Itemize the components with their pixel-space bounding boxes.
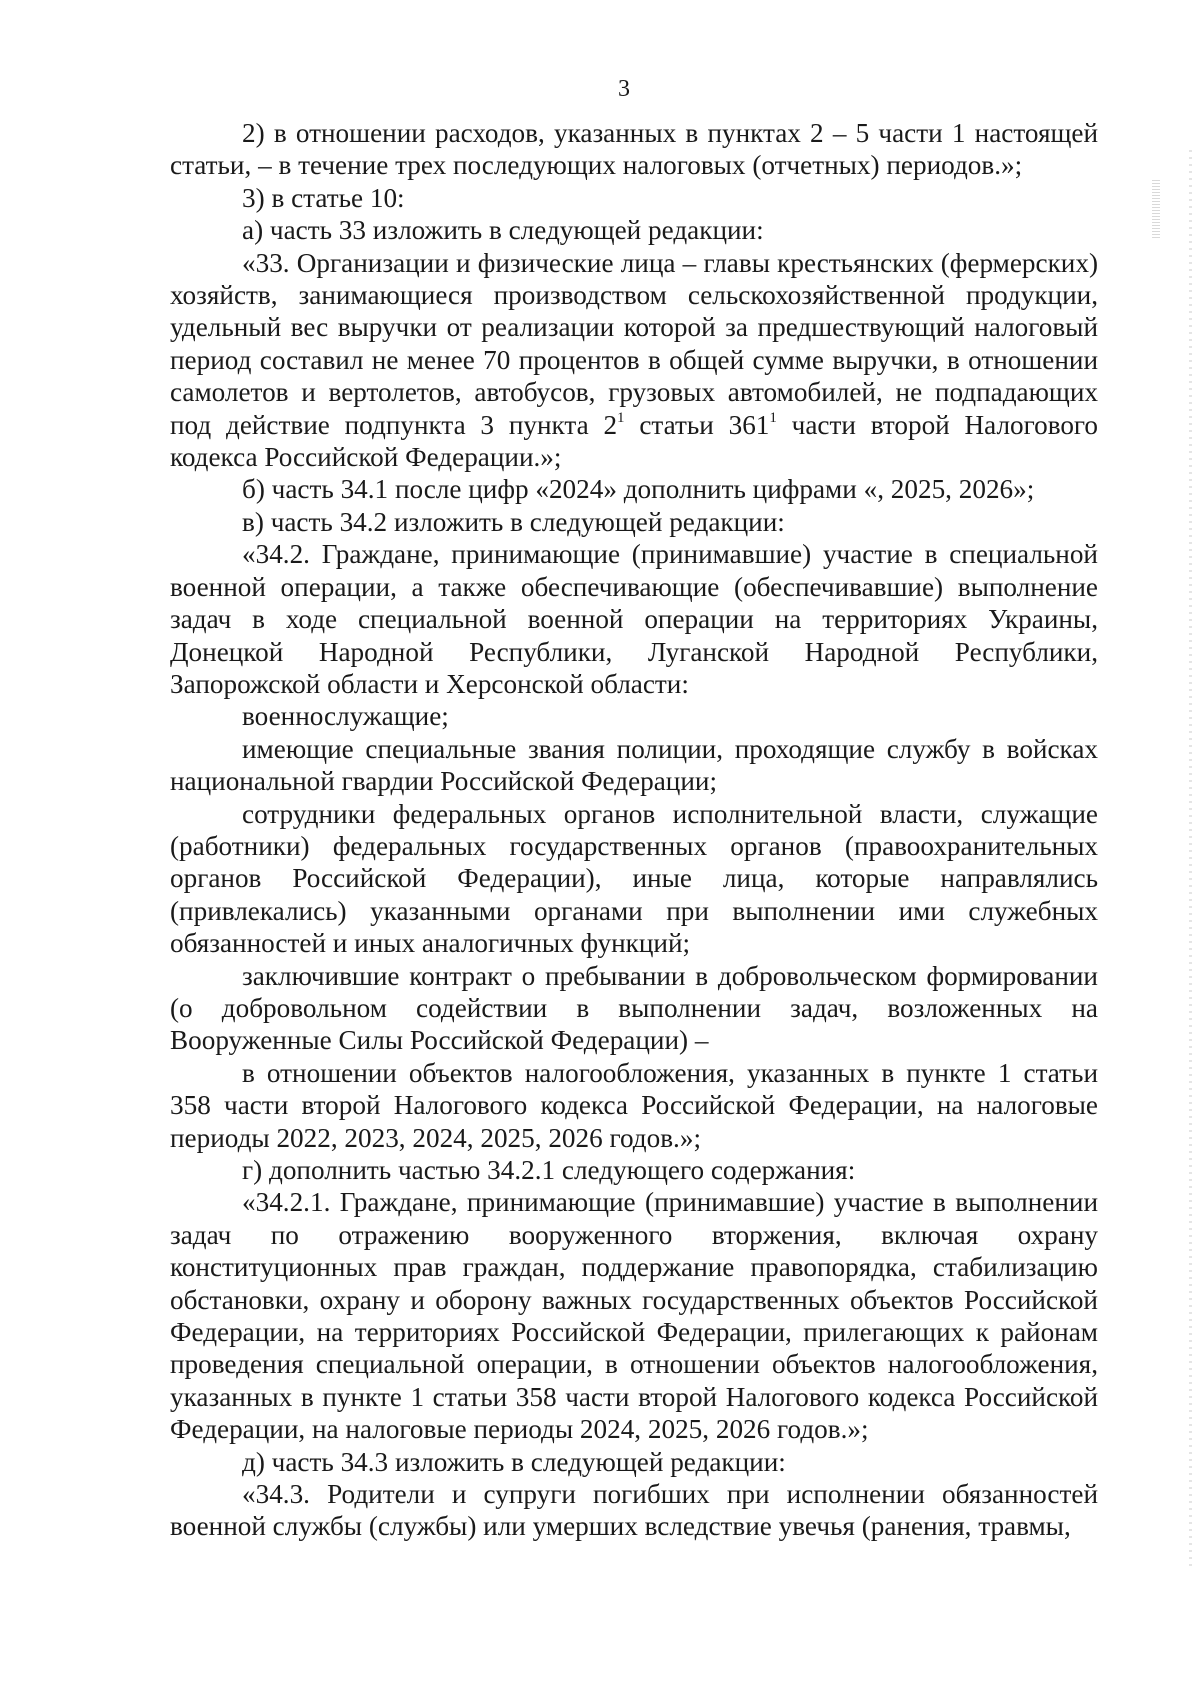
paragraph: «34.2.1. Граждане, принимающие (принимавшие) участие в выполнении задач по отражению вооруженного вторжения, включая охрану конституционных прав граждан, поддержание правопорядка, стабилизацию обстановки, охрану и оборону важных государственных объектов Российской Федерации, на территориях Российской Федерации, прилегающих к районам проведения специальной операции, в отношении объектов налогообложения, указанных в пункте 1 статьи 358 части второй Налогового кодекса Российской Федерации, на налоговые периоды 2024, 2025, 2026 годов.»; <box>170 1187 1098 1445</box>
document-text <box>170 117 1098 1543</box>
paragraph-article-33 <box>170 247 1098 474</box>
paragraph-text: части второй Налогового кодекса Российской Федерации.»; <box>170 409 1098 473</box>
paragraph: в) часть 34.2 изложить в следующей редакции: <box>242 506 785 537</box>
superscript: 1 <box>617 409 625 426</box>
paragraph: военнослужащие; <box>242 701 449 732</box>
scan-artifact-mark <box>1152 180 1160 240</box>
paragraph: заключившие контракт о пребывании в добровольческом формировании (о добровольном содействии в выполнении задач, возложенных на Вооруженные Силы Российской Федерации) – <box>170 960 1098 1056</box>
paragraph: г) дополнить частью 34.2.1 следующего содержания: <box>242 1155 856 1185</box>
paragraph: имеющие специальные звания полиции, проходящие службу в войсках национальной гвардии Российской Федерации; <box>170 733 1098 797</box>
paragraph: сотрудники федеральных органов исполнительной власти, служащие (работники) федеральных государственных органов (правоохранительных органов Российской Федерации), иные лица, которые направлялись (привлекались) указанными органами при выполнении ими служебных обязанностей и иных аналогичных функций; <box>170 798 1098 959</box>
paragraph: б) часть 34.1 после цифр «2024» дополнить цифрами «, 2025, 2026»; <box>242 474 1035 505</box>
page-number: 3 <box>618 76 630 102</box>
paragraph: 2) в отношении расходов, указанных в пунктах 2 – 5 части 1 настоящей статьи, – в течение трех последующих налоговых (отчетных) периодов.»; <box>170 118 1098 181</box>
paragraph: в отношении объектов налогообложения, указанных в пункте 1 статьи 358 части второй Налогового кодекса Российской Федерации, на налоговые периоды 2022, 2023, 2024, 2025, 2026 годов.»; <box>170 1057 1098 1153</box>
paragraph: д) часть 34.3 изложить в следующей редакции: <box>242 1446 786 1477</box>
paragraph-text: «33. Организации и физические лица – главы крестьянских (фермерских) хозяйств, занимающиеся производством сельскохозяйственной продукции, удельный вес выручки от реализации которой за предшествующий налоговый период составил не менее 70 процентов в общей сумме выручки, в отношении самолетов и вертолетов, автобусов, грузовых автомобилей, не подпадающих под действие подпункта 3 пункта 2 <box>170 247 1098 440</box>
scan-artifact <box>1189 150 1192 1570</box>
paragraph: «34.3. Родители и супруги погибших при исполнении обязанностей военной службы (службы) или умерших вследствие увечья (ранения, травмы, <box>170 1479 1098 1542</box>
paragraph: а) часть 33 изложить в следующей редакции: <box>242 215 764 246</box>
paragraph: «34.2. Граждане, принимающие (принимавшие) участие в специальной военной операции, а также обеспечивающие (обеспечивавшие) выполнение задач в ходе специальной военной операции на территориях Украины, Донецкой Народной Республики, Луганской Народной Республики, Запорожской области и Херсонской области: <box>170 539 1098 699</box>
paragraph: 3) в статье 10: <box>242 182 405 213</box>
paragraph-text: статьи 361 <box>624 409 770 440</box>
superscript: 1 <box>769 409 777 426</box>
